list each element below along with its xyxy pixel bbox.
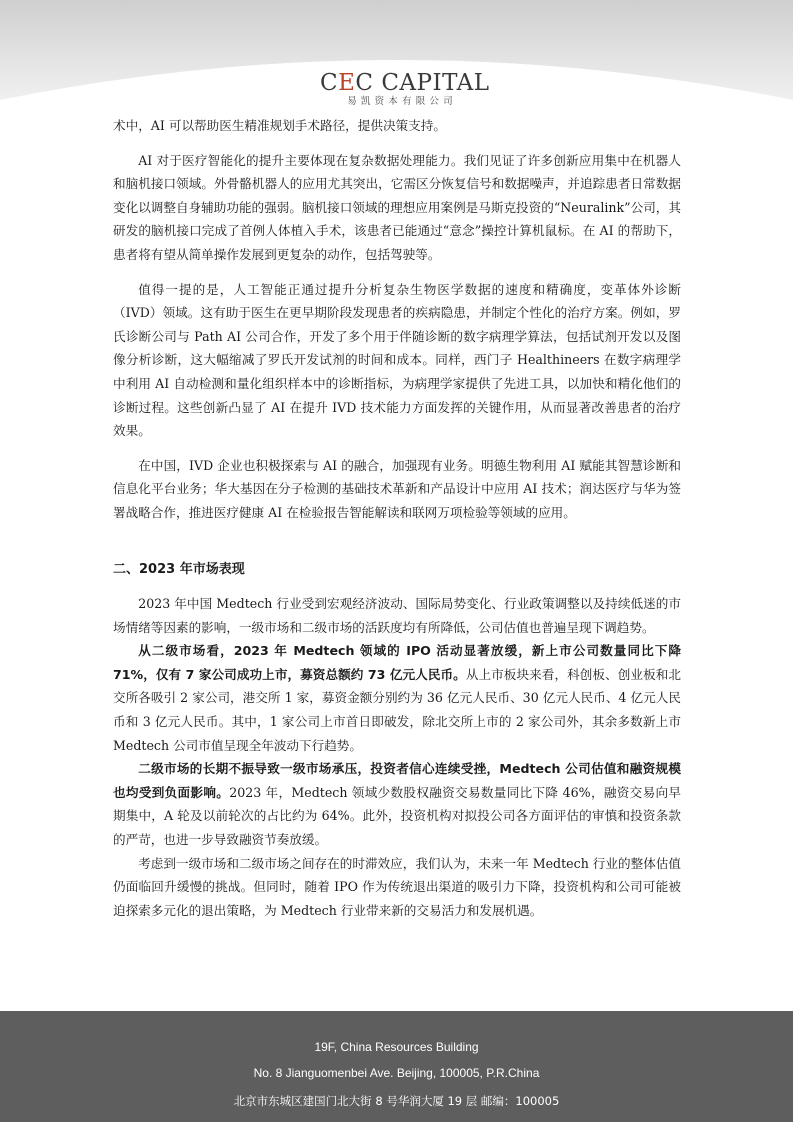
paragraph-ai-capability: AI 对于医疗智能化的提升主要体现在复杂数据处理能力。我们见证了许多创新应用集中在机器人和脑机接口领域。外骨骼机器人的应用尤其突出，它需区分恢复信号和数据噪声，并追踪患者日常数据变化以调整自身辅助功能的强弱。脑机接口领域的理想应用案例是马斯克投资的“Neuralink”公司，其研发的脑机接口完成了首例人体植入手术，该患者已能通过“意念”操控计算机鼠标。在 AI 的帮助下，患者将有望从简单操作发展到更复杂的动作，包括驾驶等。 (113, 152, 681, 262)
section-title: 二、2023 年市场表现 (113, 561, 245, 577)
secondary-market-detail: 从上市板块来看，科创板、创业板和北交所各吸引 2 家公司，港交所 1 家，募资金额分别约为 36 亿元人民币、30 亿元人民币、4 亿元人民币和 3 亿元人民币。其中，1 家公司上市首日即破发，除北交所上市的 2 家公司外，其余多数新上市 Medtech 公司市值呈现全年波动下行趋势。 (113, 666, 681, 753)
footer-address-line-2: No. 8 Jianguomenbei Ave. Beijing, 100005, P.R.China (253, 1066, 540, 1080)
company-logo (320, 70, 490, 108)
paragraph-china-ivd: 在中国，IVD 企业也积极探索与 AI 的融合，加强现有业务。明德生物利用 AI 赋能其智慧诊断和信息化平台业务；华大基因在分子检测的基础技术革新和产品设计中应用 AI 技术；润达医疗与华为签署战略合作，推进医疗健康 AI 在检验报告智能解读和联网万项检验等领域的应用。 (113, 457, 681, 520)
paragraph-market-overview: 2023 年中国 Medtech 行业受到宏观经济波动、国际局势变化、行业政策调整以及持续低迷的市场情绪等因素的影响，一级市场和二级市场的活跃度均有所降低，公司估值也普遍呈现下调趋势。 (113, 596, 681, 635)
document-body (113, 114, 681, 922)
logo-subtitle: 易凯资本有限公司 (347, 96, 457, 107)
secondary-market-highlight: 从二级市场看，2023 年 Medtech 领域的 IPO 活动显著放缓，新上市公司数量同比下降 71%，仅有 7 家公司成功上市，募资总额约 73 亿元人民币。 (113, 643, 681, 682)
paragraph-ivd: 值得一提的是，人工智能正通过提升分析复杂生物医学数据的速度和精确度，变革体外诊断（IVD）领域。这有助于医生在更早期阶段发现患者的疾病隐患，并制定个性化的治疗方案。例如，罗氏诊断公司与 Path AI 公司合作，开发了多个用于伴随诊断的数字病理学算法，包括试剂开发以及图像分析诊断，这大幅缩减了罗氏开发试剂的时间和成本。同样，西门子 Healthineers 在数字病理学中利用 AI 自动检测和量化组织样本中的诊断指标，为病理学家提供了先进工具，以加快和精化他们的诊断过程。这些创新凸显了 AI 在提升 IVD 技术能力方面发挥的关键作用，从而显著改善患者的治疗效果。 (113, 281, 681, 439)
logo-prefix: C (320, 70, 339, 96)
paragraph-continued: 术中，AI 可以帮助医生精准规划手术路径，提供决策支持。 (113, 118, 446, 133)
paragraph-secondary-market (113, 639, 681, 757)
primary-market-highlight: 二级市场的长期不振导致一级市场承压，投资者信心连续受挫，Medtech 公司估值和融资规模也均受到负面影响。 (113, 761, 681, 800)
primary-market-detail: 2023 年，Medtech 领域少数股权融资交易数量同比下降 46%，融资交易向早期集中，A 轮及以前轮次的占比约为 64%。此外，投资机构对拟投公司各方面评估的审慎和投资条款的严苛，也进一步导致融资节奏放缓。 (113, 784, 682, 848)
logo-rest: C CAPITAL (355, 70, 490, 96)
footer-address-line-1: 19F, China Resources Building (314, 1040, 479, 1054)
footer-address-line-3: 北京市东城区建国门北大街 8 号华润大厦 19 层 邮编：100005 (233, 1094, 560, 1108)
page-footer (0, 1011, 793, 1122)
paragraph-outlook: 考虑到一级市场和二级市场之间存在的时滞效应，我们认为，未来一年 Medtech 行业的整体估值仍面临回升缓慢的挑战。但同时，随着 IPO 作为传统退出渠道的吸引力下降，投资机构和公司可能被迫探索多元化的退出策略，为 Medtech 行业带来新的交易活力和发展机遇。 (113, 855, 681, 918)
paragraph-primary-market (113, 757, 681, 851)
logo-accent-letter: E (338, 70, 356, 96)
logo-wordmark (320, 70, 490, 96)
